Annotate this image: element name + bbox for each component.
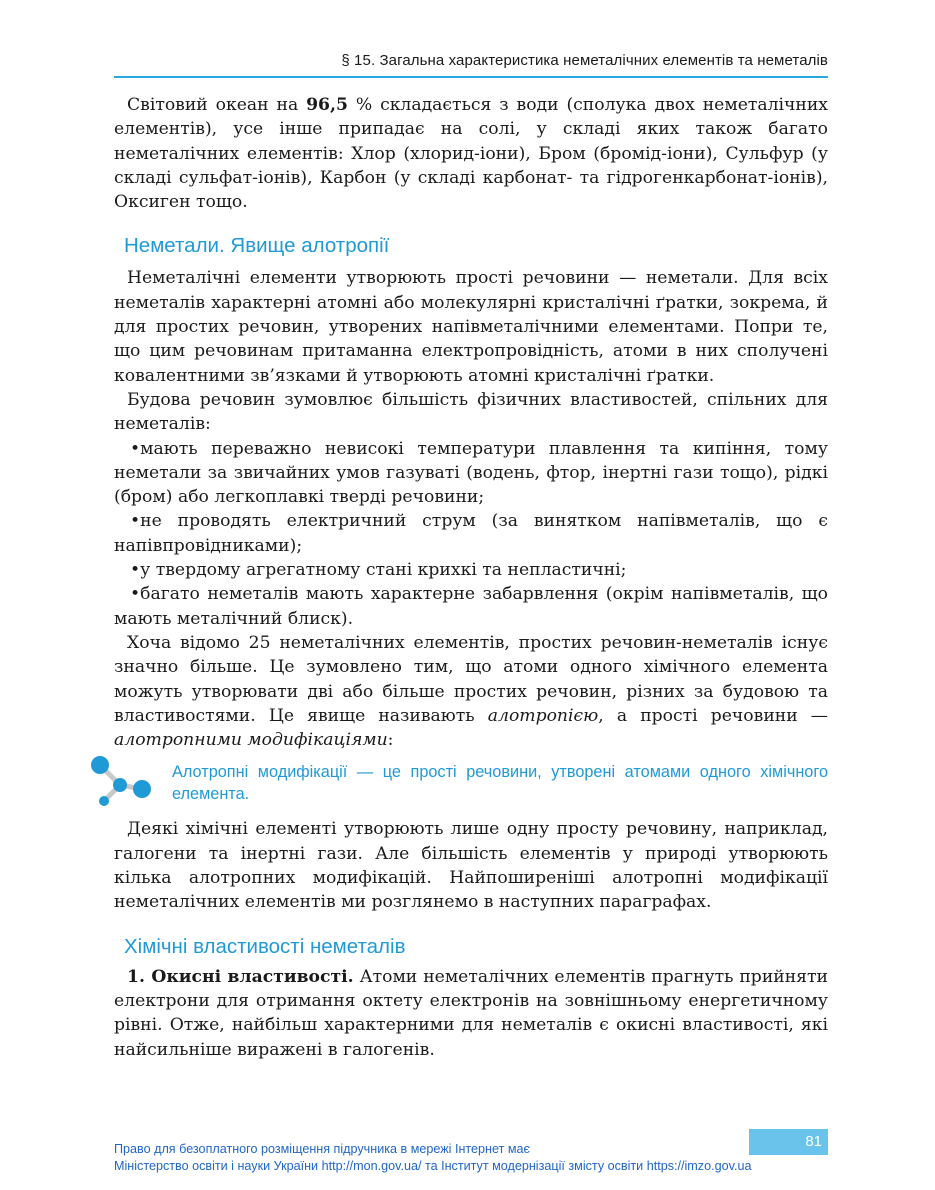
subheading-oxidizing: 1. Окисні властивості. — [127, 966, 354, 987]
footer-line-2[interactable]: Міністерство освіти і науки України http://mon.gov.ua/ та Інститут модернізації змісту освіти https://imzo.gov.ua — [114, 1159, 752, 1173]
intro-number: 96,5 — [306, 95, 348, 115]
bullet-item: •не проводять електричний струм (за винятком напівметалів, що є напівпровідниками); — [114, 511, 828, 556]
bullet-item: •мають переважно невисокі температури плавлення та кипіння, тому неметали за звичайних умов газуваті (водень, фтор, інертні гази тощо), рідкі (бром) або легкоплавкі тверді речовини; — [114, 438, 828, 508]
definition-box — [114, 761, 828, 805]
section-heading-chemical-properties: Хімічні властивості неметалів — [124, 934, 406, 958]
text-run: Атоми неметалічних елементів прагнуть прийняти електрони для отримання октету електронів на зовнішньому енергетичному рівні. Отже, найбільш характерними для неметалів є окисні властивості, які найсильніше виражені в галогенів. — [114, 966, 828, 1060]
text-run: , а прості речовини — — [598, 705, 828, 726]
bullet-item: •у твердому агрегатному стані крихкі та непластичні; — [130, 560, 627, 581]
footer-line-1: Право для безоплатного розміщення підручника в мережі Інтернет має — [114, 1142, 530, 1156]
intro-text-a: Світовий океан на — [127, 95, 307, 115]
paragraph: Будова речовин зумовлює більшість фізичних властивостей, спільних для неметалів: — [114, 389, 828, 435]
page-content — [114, 93, 828, 1062]
running-header — [114, 48, 828, 78]
bullet-item: •багато неметалів мають характерне забарвлення (окрім напівметалів, що мають металічний блиск). — [114, 584, 828, 629]
molecule-icon — [90, 755, 156, 809]
section-heading-nonmetals: Неметали. Явище алотропії — [124, 234, 390, 258]
text-run: : — [387, 730, 394, 751]
intro-text-b: % складається з води (сполука двох неметалічних елементів), усе інше припадає на солі, у складі яких також багато неметалічних елементів: Хлор (хлорид-іони), Бром (бромід-іони), Сульфур (у складі сульфат-іонів), Карбон (у складі карбонат- та гідрогенкарбонат-іонів), Оксиген тощо. — [114, 95, 828, 213]
page-number: 81 — [749, 1129, 828, 1155]
paragraph: Неметалічні елементи утворюють прості речовини — неметали. Для всіх неметалів характерні атомні або молекулярні кристалічні ґратки, зокрема, й для простих речовин, утворених напівметалічними елементами. Попри те, що цим речовинам притаманна електропровідність, атоми в них сполучені ковалентними зв’язками й утворюють атомні кристалічні ґратки. — [114, 268, 828, 386]
paragraph: Деякі хімічні елементі утворюють лише одну просту речовину, наприклад, галогени та інертні гази. Але більшість елементів у природі утворюють кілька алотропних модифікацій. Найпоширеніші алотропні модифікації неметалічних елементів ми розглянемо в наступних параграфах. — [114, 819, 828, 913]
paragraph-oxidizing — [114, 965, 828, 1062]
paragraph-allotropy — [114, 631, 828, 752]
term-allotropy: алотропією — [487, 705, 599, 726]
definition-text: Алотропні модифікації — це прості речовини, утворені атомами одного хімічного елемента. — [172, 763, 828, 804]
intro-paragraph — [114, 93, 828, 214]
term-allotropic-modifications: алотропними модифікаціями — [114, 730, 388, 751]
running-header-title: § 15. Загальна характеристика неметалічних елементів та неметалів — [341, 52, 828, 69]
footer-license — [114, 1141, 751, 1175]
text-run: Хоча відомо 25 неметалічних елементів, простих речовин-неметалів існує значно більше. Це зумовлено тим, що атоми одного хімічного елемента можуть утворювати дві або більше простих речовин, різних за будовою та властивостями. Це явище називають — [114, 632, 828, 726]
